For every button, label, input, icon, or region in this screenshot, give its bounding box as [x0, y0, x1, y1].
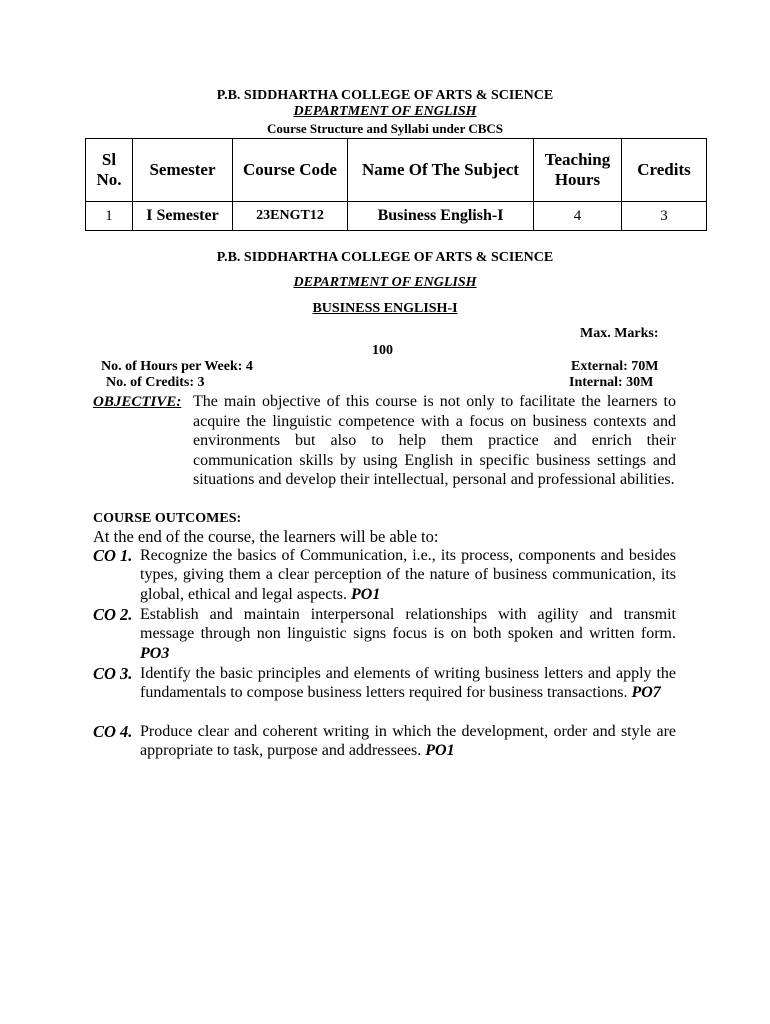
- max-marks-value: 100: [372, 343, 393, 358]
- cell-semester: I Semester: [133, 202, 233, 231]
- co-label: CO 4.: [93, 722, 133, 741]
- cell-hours: 4: [534, 202, 622, 231]
- co-text: [140, 664, 676, 703]
- table-row: [86, 202, 707, 231]
- header-hours-line2: Hours: [554, 170, 601, 189]
- po-tag: PO1: [351, 585, 381, 603]
- objective-text: The main objective of this course is not only to facilitate the learners to acquire the linguistic competence with a focus on business contexts and environments but also to help them practice and enrich their communication skills by using English in specific business settings and situations and develop their intellectual, personal and professional abilities.: [193, 393, 676, 489]
- department-name: DEPARTMENT OF ENGLISH: [293, 104, 477, 119]
- header-teaching-hours: [534, 139, 622, 202]
- co-text: [140, 546, 676, 604]
- header-credits: Credits: [622, 139, 707, 202]
- course-table: [85, 138, 707, 231]
- header-semester: Semester: [133, 139, 233, 202]
- po-tag: PO3: [140, 644, 170, 662]
- co-label: CO 2.: [93, 605, 133, 624]
- co-description: Recognize the basics of Communication, i.e., its process, components and besides types, giving them a clear perception of the nature of business communication, its global, ethical and legal aspects.: [140, 547, 676, 603]
- header-sl-line1: Sl: [101, 150, 117, 169]
- objective-label: OBJECTIVE:: [93, 394, 182, 410]
- table-header-row: [86, 139, 707, 202]
- department-name-2: DEPARTMENT OF ENGLISH: [293, 275, 477, 290]
- header-course-code: Course Code: [233, 139, 348, 202]
- co-label: CO 1.: [93, 546, 133, 565]
- header-hours-line1: Teaching: [544, 150, 611, 169]
- cell-sl: 1: [86, 202, 133, 231]
- college-name: P.B. SIDDHARTHA COLLEGE OF ARTS & SCIENCE: [216, 88, 554, 103]
- co-text: [140, 722, 676, 761]
- cell-course-code: 23ENGT12: [233, 202, 348, 231]
- co-text: [140, 605, 676, 663]
- hours-per-week: No. of Hours per Week: 4: [101, 359, 253, 374]
- header-sl-no: [86, 139, 133, 202]
- college-name-2: P.B. SIDDHARTHA COLLEGE OF ARTS & SCIENCE: [216, 250, 554, 265]
- co-description: Identify the basic principles and elements of writing business letters and apply the fundamentals to compose business letters required for business transactions.: [140, 665, 676, 702]
- course-outcomes-heading: COURSE OUTCOMES:: [93, 511, 242, 526]
- co-label: CO 3.: [93, 664, 133, 683]
- cell-subject: Business English-I: [348, 202, 534, 231]
- co-description: Produce clear and coherent writing in which the development, order and style are appropriate to task, purpose and addressees.: [140, 723, 676, 760]
- course-structure-title: Course Structure and Syllabi under CBCS: [266, 121, 504, 136]
- cell-credits: 3: [622, 202, 707, 231]
- header-sl-line2: No.: [96, 170, 122, 189]
- po-tag: PO7: [631, 684, 661, 702]
- course-title: BUSINESS ENGLISH-I: [312, 301, 458, 316]
- max-marks-label: Max. Marks:: [580, 326, 659, 341]
- po-tag: PO1: [425, 742, 455, 760]
- external-marks: External: 70M: [571, 359, 659, 374]
- co-description: Establish and maintain interpersonal relationships with agility and transmit message through non linguistic signs focus is on both spoken and written form.: [140, 606, 676, 643]
- internal-marks: Internal: 30M: [569, 375, 654, 390]
- header-subject: Name Of The Subject: [348, 139, 534, 202]
- credits-count: No. of Credits: 3: [106, 375, 205, 390]
- course-outcomes-intro: At the end of the course, the learners will be able to:: [93, 527, 439, 546]
